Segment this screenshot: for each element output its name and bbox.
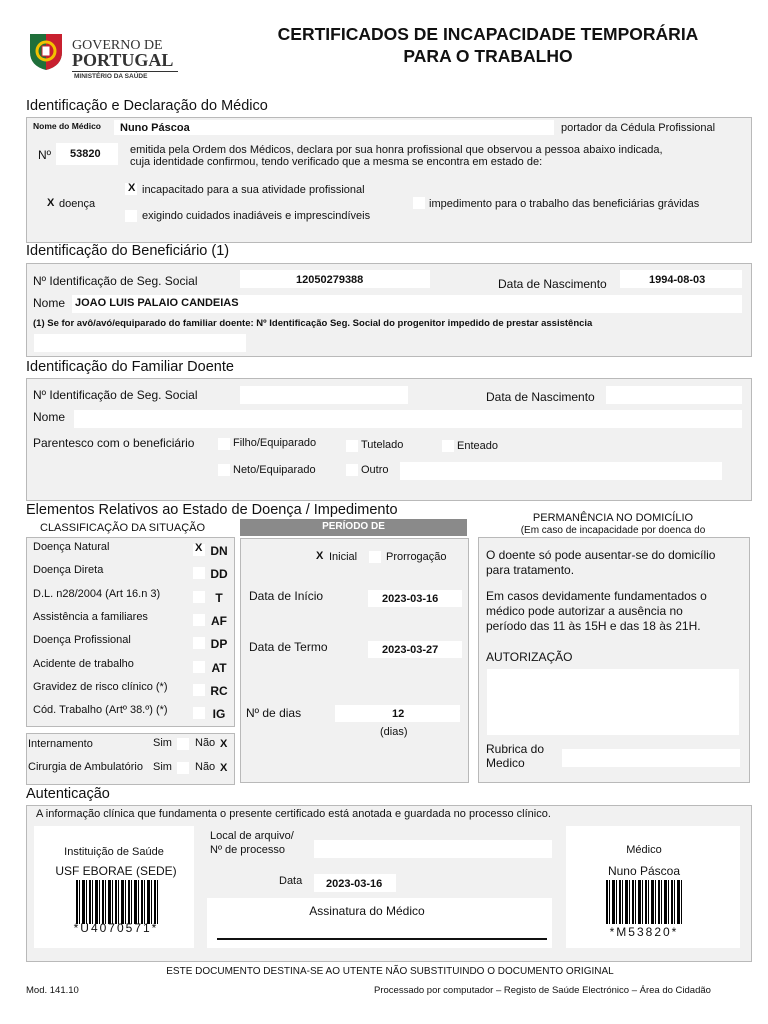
familiar-nasc-field[interactable]	[606, 386, 742, 404]
logo-line2: PORTUGAL	[72, 50, 174, 70]
enteado-checkbox[interactable]	[442, 440, 454, 452]
classificacao-checkbox[interactable]	[193, 637, 205, 649]
classificacao-code: IG	[212, 707, 226, 721]
outro-label: Outro	[361, 464, 389, 476]
classificacao-checkbox[interactable]	[193, 591, 205, 603]
familiar-seg-field[interactable]	[240, 386, 408, 404]
permanencia-title: PERMANÊNCIA NO DOMICÍLIO	[532, 512, 694, 524]
classificacao-label: Doença Natural	[33, 541, 110, 553]
impedimento-label: impedimento para o trabalho das beneficiárias grávidas	[429, 198, 700, 210]
autenticacao-info: A informação clínica que fundamenta o presente certificado está anotada e guardada no processo clínico.	[36, 808, 551, 820]
classificacao-code: T	[215, 591, 223, 605]
cirurgia-nao-label: Não	[195, 761, 216, 773]
footer-notice: ESTE DOCUMENTO DESTINA-SE AO UTENTE NÃO SUBSTITUINDO O DOCUMENTO ORIGINAL	[166, 966, 614, 977]
medico-value: Nuno Páscoa	[607, 864, 681, 878]
autorizacao-label: AUTORIZAÇÃO	[486, 650, 573, 664]
permanencia-p1-line2: para tratamento.	[486, 563, 575, 577]
inicial-mark: X	[316, 550, 324, 562]
familiar-section-title: Identificação do Familiar Doente	[26, 359, 234, 375]
rubrica-field[interactable]	[562, 749, 740, 767]
local-field[interactable]	[314, 840, 552, 858]
assinatura-line	[217, 938, 547, 940]
classificacao-code: DP	[210, 637, 228, 651]
data-label: Data	[279, 875, 303, 887]
government-logo	[26, 30, 182, 84]
instituicao-barcode-text: *U4070571*	[73, 921, 159, 935]
permanencia-p2-line3: período das 11 às 15H e das 18 às 21H.	[486, 619, 701, 633]
periodo-box	[240, 538, 469, 783]
doenca-label: doença	[59, 198, 96, 210]
portugal-emblem-icon	[26, 30, 66, 72]
familiar-nasc-label: Data de Nascimento	[486, 390, 595, 404]
classificacao-mark: X	[195, 542, 203, 554]
tutelado-label: Tutelado	[361, 439, 404, 451]
dias-unit: (dias)	[380, 726, 408, 738]
elementos-section-title: Elementos Relativos ao Estado de Doença / Impedimento	[26, 502, 398, 518]
local-label-line2: Nº de processo	[210, 844, 285, 856]
classificacao-label: Doença Direta	[33, 564, 104, 576]
cirurgia-nao-mark: X	[220, 762, 228, 774]
beneficiario-note: (1) Se for avô/avó/equiparado do familiar doente: Nº Identificação Seg. Social do progenitor impedido de prestar assistência	[33, 318, 593, 329]
cuidados-label: exigindo cuidados inadiáveis e imprescindíveis	[142, 210, 371, 222]
familiar-seg-label: Nº Identificação de Seg. Social	[33, 388, 198, 402]
footer-processed: Processado por computador – Registo de Saúde Electrónico – Área do Cidadão	[374, 985, 711, 996]
classificacao-label: Assistência a familiares	[33, 611, 148, 623]
incapacitado-mark: X	[128, 182, 136, 194]
enteado-label: Enteado	[457, 440, 498, 452]
local-label-line1: Local de arquivo/	[210, 830, 294, 842]
progenitor-seg-field[interactable]	[34, 334, 246, 352]
medico-barcode	[606, 880, 684, 924]
data-value: 2023-03-16	[326, 878, 383, 890]
cirurgia-sim-label: Sim	[153, 761, 172, 773]
beneficiario-seg-label: Nº Identificação de Seg. Social	[33, 274, 198, 288]
nome-medico-value: Nuno Páscoa	[120, 122, 190, 134]
internamento-nao-label: Não	[195, 737, 216, 749]
familiar-nome-label: Nome	[33, 410, 66, 424]
beneficiario-nome-label: Nome	[33, 296, 66, 310]
classificacao-label: Gravidez de risco clínico (*)	[33, 681, 168, 693]
logo-divider	[72, 71, 178, 72]
beneficiario-nome-value: JOAO LUIS PALAIO CANDEIAS	[75, 297, 239, 309]
impedimento-checkbox[interactable]	[413, 197, 425, 209]
filho-label: Filho/Equiparado	[233, 437, 317, 449]
beneficiario-nasc-label: Data de Nascimento	[498, 277, 607, 291]
rubrica-label-line1: Rubrica do	[486, 742, 545, 756]
internamento-label: Internamento	[28, 738, 93, 750]
classificacao-label: Cód. Trabalho (Artº 38.º) (*)	[33, 704, 168, 716]
declaracao-line1: emitida pela Ordem dos Médicos, declara por sua honra profissional que observou a pessoa abaixo indicada,	[130, 144, 663, 156]
rubrica-label-line2: Medico	[486, 756, 525, 770]
classificacao-checkbox[interactable]	[193, 614, 205, 626]
classificacao-code: RC	[210, 684, 228, 698]
inicial-label: Inicial	[329, 551, 358, 563]
instituicao-barcode	[76, 880, 160, 924]
cirurgia-label: Cirurgia de Ambulatório	[28, 761, 143, 773]
filho-checkbox[interactable]	[218, 438, 230, 450]
classificacao-checkbox[interactable]	[193, 661, 205, 673]
cedula-num-label: Nº	[38, 148, 52, 162]
parentesco-label: Parentesco com o beneficiário	[33, 436, 195, 450]
permanencia-p2-line2: médico pode autorizar a ausência no	[486, 604, 683, 618]
classificacao-code: AF	[211, 614, 227, 628]
instituicao-value: USF EBORAE (SEDE)	[55, 864, 177, 878]
classificacao-label: Acidente de trabalho	[33, 658, 134, 670]
classificacao-checkbox[interactable]	[193, 707, 205, 719]
outro-field[interactable]	[400, 462, 722, 480]
inicio-value: 2023-03-16	[382, 593, 439, 605]
permanencia-subtitle: (Em caso de incapacidade por doenca do	[520, 525, 706, 536]
outro-checkbox[interactable]	[346, 464, 358, 476]
familiar-nome-field[interactable]	[74, 410, 742, 428]
medico-section-title: Identificação e Declaração do Médico	[26, 98, 268, 114]
classificacao-code: DN	[210, 544, 228, 558]
beneficiario-nasc-value: 1994-08-03	[649, 274, 706, 286]
logo-line3: MINISTÉRIO DA SAÚDE	[74, 73, 148, 80]
classificacao-label: Doença Profissional	[33, 634, 131, 646]
internamento-sim-label: Sim	[153, 737, 172, 749]
footer-mod: Mod. 141.10	[26, 985, 79, 996]
internamento-nao-mark: X	[220, 738, 228, 750]
classificacao-label: D.L. n28/2004 (Art 16.n 3)	[33, 588, 161, 600]
cedula-num-value: 53820	[70, 148, 101, 160]
doenca-mark: X	[47, 197, 55, 209]
classificacao-code: AT	[211, 661, 227, 675]
incapacitado-label: incapacitado para a sua atividade profissional	[142, 184, 365, 196]
medico-barcode-text: *M53820*	[609, 925, 679, 939]
logo-line1: GOVERNO DE	[72, 38, 163, 53]
prorrogacao-label: Prorrogação	[386, 551, 447, 563]
neto-checkbox[interactable]	[218, 464, 230, 476]
classificacao-checkbox[interactable]	[193, 684, 205, 696]
termo-label: Data de Termo	[249, 640, 328, 654]
nome-medico-label: Nome do Médico	[33, 121, 102, 131]
classificacao-code: DD	[210, 567, 228, 581]
page-title-line2: PARA O TRABALHO	[403, 46, 573, 66]
instituicao-label: Instituição de Saúde	[64, 846, 164, 858]
prorrogacao-checkbox[interactable]	[369, 551, 381, 563]
page-title-line1: CERTIFICADOS DE INCAPACIDADE TEMPORÁRIA	[277, 24, 699, 44]
cuidados-checkbox[interactable]	[125, 210, 137, 222]
internamento-sim-checkbox[interactable]	[177, 738, 189, 750]
medico-label: Médico	[626, 844, 662, 856]
cirurgia-sim-checkbox[interactable]	[177, 762, 189, 774]
beneficiario-seg-value: 12050279388	[296, 274, 364, 286]
beneficiario-section-title: Identificação do Beneficiário (1)	[26, 243, 230, 259]
portador-label: portador da Cédula Profissional	[561, 122, 716, 134]
tutelado-checkbox[interactable]	[346, 440, 358, 452]
classificacao-title: CLASSIFICAÇÃO DA SITUAÇÃO	[40, 522, 206, 534]
declaracao-line2: cuja identidade confirmou, tendo verificado que a mesma se encontra em estado de:	[130, 156, 543, 168]
dias-value: 12	[392, 708, 405, 720]
autorizacao-field[interactable]	[487, 669, 739, 735]
dias-label: Nº de dias	[246, 706, 302, 720]
termo-value: 2023-03-27	[382, 644, 439, 656]
assinatura-label: Assinatura do Médico	[309, 904, 425, 918]
permanencia-p2-line1: Em casos devidamente fundamentados o	[486, 589, 707, 603]
classificacao-checkbox[interactable]	[193, 567, 205, 579]
permanencia-p1-line1: O doente só pode ausentar-se do domicílio	[486, 548, 716, 562]
periodo-title: PERÍODO DE	[240, 519, 467, 536]
autenticacao-section-title: Autenticação	[26, 786, 110, 802]
inicio-label: Data de Início	[249, 589, 324, 603]
medico-section	[26, 117, 752, 243]
neto-label: Neto/Equiparado	[233, 464, 316, 476]
